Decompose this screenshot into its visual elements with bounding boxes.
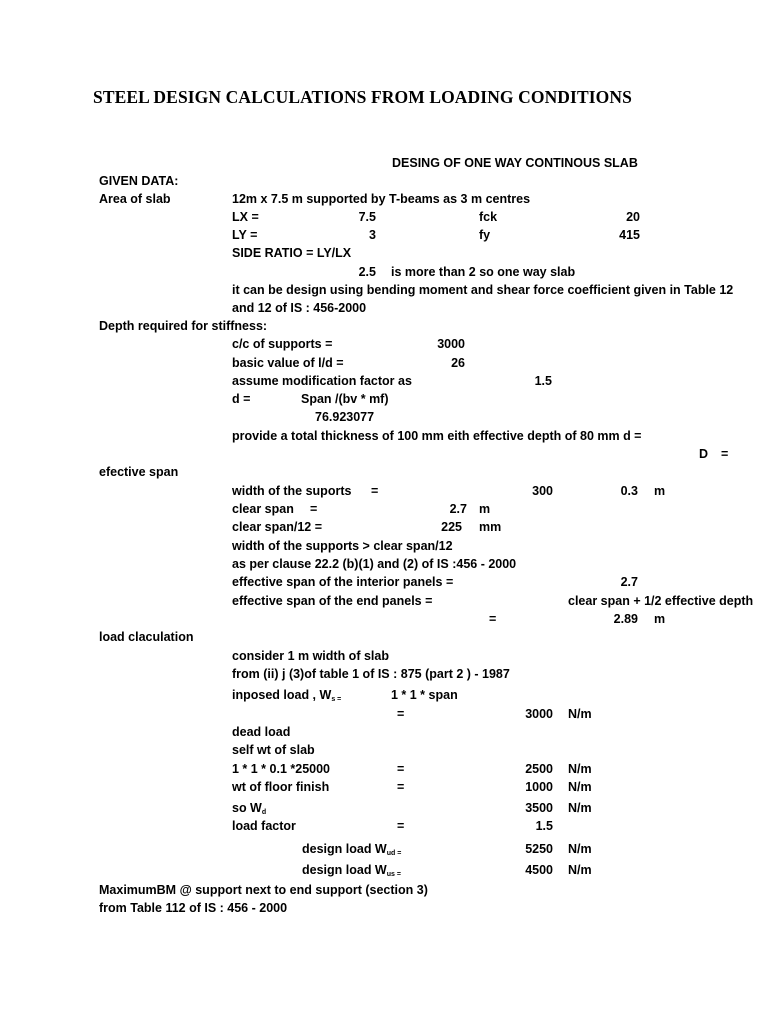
support-width-unit: m: [654, 484, 666, 498]
ly-label: LY =: [232, 228, 258, 242]
clear-span-value: 2.7: [449, 502, 467, 516]
design-load-wus-label: design load $W_{us =}$: [302, 863, 401, 878]
support-width-value: 300: [532, 484, 553, 498]
stiffness-heading: Depth required for stiffness:: [99, 319, 268, 333]
support-width-label: width of the suports: [232, 484, 352, 498]
end-span-formula: clear span + 1/2 effective depth: [568, 594, 754, 608]
modification-factor-value: 1.5: [534, 374, 552, 388]
self-weight-label: self wt of slab: [232, 743, 315, 757]
design-load-wus-value: 4500: [525, 863, 553, 877]
load-factor-equals: =: [397, 819, 405, 833]
self-weight-unit: N/m: [568, 762, 592, 776]
design-load-wud-value: 5250: [525, 842, 553, 856]
floor-finish-unit: N/m: [568, 780, 592, 794]
max-bm-note: MaximumBM @ support next to end support (section 3): [99, 883, 428, 897]
clear-span-12-value: 225: [441, 520, 462, 534]
support-width-equals: =: [371, 484, 379, 498]
dead-load-heading: dead load: [232, 725, 291, 739]
clear-span-unit: m: [479, 502, 491, 516]
self-weight-formula: 1 * 1 * 0.1 *25000: [232, 762, 330, 776]
load-calc-heading: load claculation: [99, 630, 194, 644]
modification-factor-label: assume modification factor as: [232, 374, 412, 388]
fck-value: 20: [626, 210, 640, 224]
cc-supports-value: 3000: [437, 337, 465, 351]
end-span-value: 2.89: [613, 612, 638, 626]
area-text: 12m x 7.5 m supported by T-beams as 3 m centres: [232, 192, 531, 206]
design-load-wud-unit: N/m: [568, 842, 592, 856]
interior-span-label: effective span of the interior panels =: [232, 575, 454, 589]
total-dead-load-sub: d: [261, 809, 267, 816]
cc-supports-label: c/c of supports =: [232, 337, 333, 351]
imposed-load-sub: s =: [331, 696, 342, 703]
self-weight-value: 2500: [525, 762, 553, 776]
design-load-wus-unit: N/m: [568, 863, 592, 877]
clear-span-label: clear span: [232, 502, 294, 516]
provide-thickness-note: provide a total thickness of 100 mm eith effective depth of 80 mm d =: [232, 429, 642, 443]
clear-span-equals: =: [310, 502, 318, 516]
fy-label: fy: [479, 228, 491, 242]
design-load-wud-sub: ud =: [386, 850, 402, 857]
self-weight-equals: =: [397, 762, 405, 776]
design-note-1: it can be design using bending moment and shear force coefficient given in Table 12: [232, 283, 734, 297]
given-data-heading: GIVEN DATA:: [99, 174, 179, 188]
end-span-equals: =: [489, 612, 497, 626]
page-title: STEEL DESIGN CALCULATIONS FROM LOADING CONDITIONS: [93, 87, 632, 107]
end-span-label: effective span of the end panels =: [232, 594, 433, 608]
clear-span-12-label: clear span/12 =: [232, 520, 322, 534]
support-width-m: 0.3: [620, 484, 638, 498]
d-value: 76.923077: [315, 410, 375, 424]
d-label: d =: [232, 392, 251, 406]
clear-span-12-unit: mm: [479, 520, 502, 534]
area-label: Area of slab: [99, 192, 171, 206]
imposed-load-unit: N/m: [568, 707, 592, 721]
load-factor-label: load factor: [232, 819, 296, 833]
D-equals: =: [721, 447, 729, 461]
imposed-load-value: 3000: [525, 707, 553, 721]
imposed-load-equals: =: [397, 707, 405, 721]
interior-span-value: 2.7: [620, 575, 638, 589]
d-formula: Span /(bv * mf): [301, 392, 389, 406]
total-dead-load-value: 3500: [525, 801, 553, 815]
lx-label: LX =: [232, 210, 259, 224]
clause-note: as per clause 22.2 (b)(1) and (2) of IS :456 - 2000: [232, 557, 517, 571]
ly-value: 3: [369, 228, 376, 242]
fy-value: 415: [619, 228, 640, 242]
floor-finish-value: 1000: [525, 780, 553, 794]
design-load-wus-sub: us =: [386, 871, 401, 878]
load-factor-value: 1.5: [535, 819, 553, 833]
table-reference-note: from (ii) j (3)of table 1 of IS : 875 (part 2 ) - 1987: [232, 667, 510, 681]
design-note-2: and 12 of IS : 456-2000: [232, 301, 367, 315]
effective-span-heading: efective span: [99, 465, 179, 479]
comparison-note: width of the supports > clear span/12: [232, 539, 453, 553]
lx-value: 7.5: [358, 210, 376, 224]
D-label: D: [699, 447, 709, 461]
imposed-load-label: inposed load , $W_{s =}$: [232, 688, 342, 703]
bm-table-reference: from Table 112 of IS : 456 - 2000: [99, 901, 288, 915]
design-load-wud-label: design load $W_{ud =}$: [302, 842, 402, 857]
side-ratio-label: SIDE RATIO = LY/LX: [232, 246, 352, 260]
section-subtitle: DESING OF ONE WAY CONTINOUS SLAB: [392, 156, 638, 170]
basic-ld-value: 26: [451, 356, 465, 370]
total-dead-load-label: so $W_d$: [232, 801, 267, 816]
side-ratio-value: 2.5: [358, 265, 376, 279]
basic-ld-label: basic value of l/d =: [232, 356, 344, 370]
floor-finish-equals: =: [397, 780, 405, 794]
consider-width-note: consider 1 m width of slab: [232, 649, 389, 663]
side-ratio-note: is more than 2 so one way slab: [391, 265, 576, 279]
total-dead-load-unit: N/m: [568, 801, 592, 815]
floor-finish-label: wt of floor finish: [232, 780, 330, 794]
end-span-unit: m: [654, 612, 666, 626]
fck-label: fck: [479, 210, 498, 224]
imposed-load-formula: 1 * 1 * span: [391, 688, 458, 702]
